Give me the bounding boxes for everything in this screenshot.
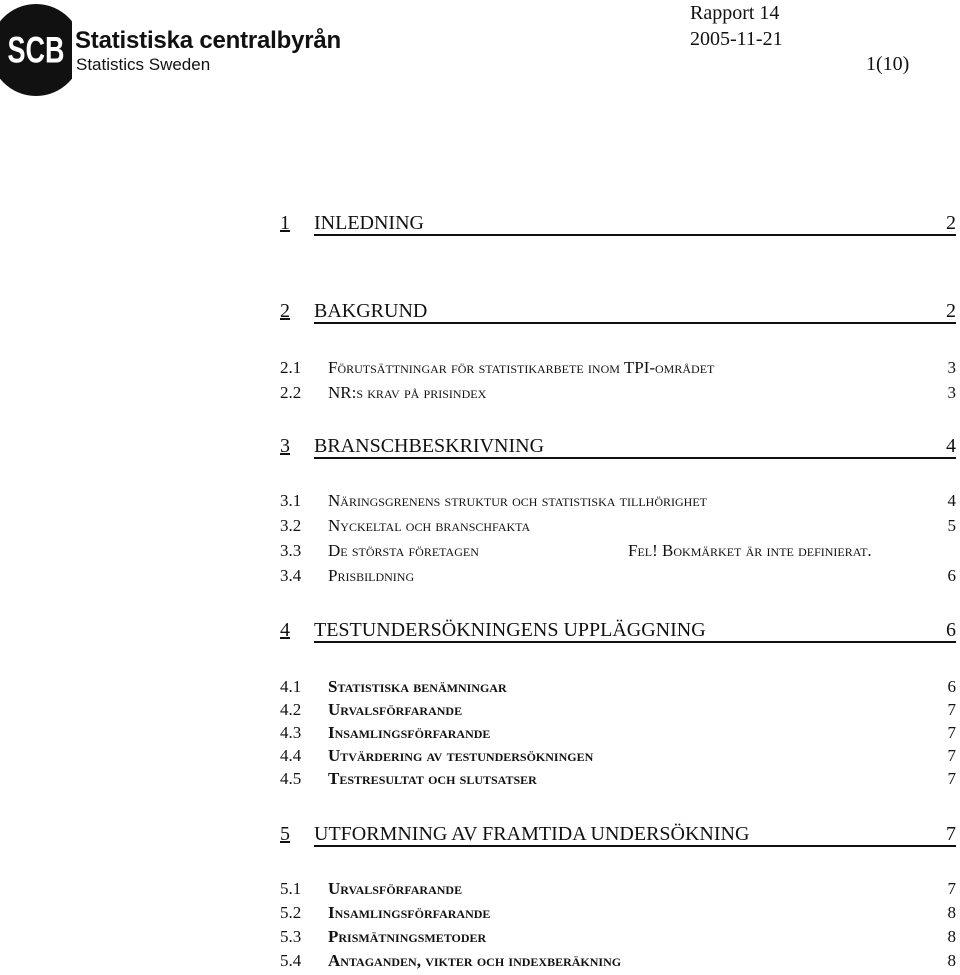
toc-entry-3-2[interactable] xyxy=(280,516,956,540)
toc-title: Insamlingsförfarande xyxy=(328,723,491,742)
toc-title: Prismätningsmetoder xyxy=(328,927,487,946)
toc-number: 5.4 xyxy=(280,951,302,970)
toc-entry-2[interactable] xyxy=(280,300,956,324)
report-number: Rapport 14 xyxy=(690,2,780,24)
svg-text:SCB: SCB xyxy=(7,28,65,71)
logo-subtitle: Statistics Sweden xyxy=(76,55,211,74)
report-date: 2005-11-21 xyxy=(690,28,783,50)
toc-title: BRANSCHBESKRIVNING xyxy=(314,435,545,457)
toc-page: 7 xyxy=(946,823,956,845)
toc-number: 2 xyxy=(280,300,290,322)
toc-number: 5.3 xyxy=(280,927,302,946)
toc-page: 4 xyxy=(947,491,956,510)
toc-title: Prisbildning xyxy=(328,566,415,585)
toc-page: 6 xyxy=(947,566,956,585)
toc-error-note: Fel! Bokmärket är inte definierat. xyxy=(628,541,872,560)
toc-page: 5 xyxy=(947,516,956,535)
toc-number: 2.1 xyxy=(280,358,302,377)
toc-number: 3 xyxy=(280,435,290,457)
toc-title: Näringsgrenens struktur och statistiska tillhörighet xyxy=(328,491,707,510)
toc-number: 3.3 xyxy=(280,541,302,560)
toc-number: 4 xyxy=(280,619,290,641)
toc-entry-4-5[interactable] xyxy=(280,769,956,793)
toc-number: 3.2 xyxy=(280,516,302,535)
toc-title: De största företagen xyxy=(328,541,479,560)
toc-title: UTFORMNING AV FRAMTIDA UNDERSÖKNING xyxy=(314,823,750,845)
toc-title: Förutsättningar för statistikarbete inom TPI-området xyxy=(328,358,715,377)
toc-number: 2.2 xyxy=(280,383,302,402)
toc-title: Urvalsförfarande xyxy=(328,879,463,898)
toc-page: 3 xyxy=(947,383,956,402)
toc-page: 7 xyxy=(947,700,956,719)
toc-number: 3.1 xyxy=(280,491,302,510)
toc-title: Utvärdering av testundersökningen xyxy=(328,746,594,765)
scb-logo-icon xyxy=(0,0,72,100)
toc-entry-4-1[interactable] xyxy=(280,677,956,701)
toc-entry-4[interactable] xyxy=(280,619,956,643)
toc-page: 4 xyxy=(946,435,956,457)
toc-number: 4.2 xyxy=(280,700,302,719)
toc-number: 4.4 xyxy=(280,746,302,765)
toc-number: 4.3 xyxy=(280,723,302,742)
toc-page: 6 xyxy=(946,619,956,641)
toc-entry-5-3[interactable] xyxy=(280,927,956,951)
toc-page: 8 xyxy=(947,903,956,922)
toc-number: 3.4 xyxy=(280,566,302,585)
logo-name: Statistiska centralbyrån xyxy=(75,27,341,54)
toc-entry-2-1[interactable] xyxy=(280,358,956,382)
toc-entry-5-2[interactable] xyxy=(280,903,956,927)
toc-entry-5-1[interactable] xyxy=(280,879,956,903)
toc-title: Nyckeltal och branschfakta xyxy=(328,516,531,535)
toc-title: Statistiska benämningar xyxy=(328,677,507,696)
toc-number: 4.1 xyxy=(280,677,302,696)
toc-underline xyxy=(314,641,956,643)
toc-page: 8 xyxy=(947,951,956,970)
toc-underline xyxy=(314,234,956,236)
toc-entry-5-4[interactable] xyxy=(280,951,956,975)
toc-page: 7 xyxy=(947,769,956,788)
toc-number: 5.2 xyxy=(280,903,302,922)
toc-number: 4.5 xyxy=(280,769,302,788)
toc-entry-5[interactable] xyxy=(280,823,956,847)
toc-page: 6 xyxy=(947,677,956,696)
toc-entry-3-3[interactable] xyxy=(280,541,956,565)
toc-title: Urvalsförfarande xyxy=(328,700,463,719)
toc-number: 5 xyxy=(280,823,290,845)
toc-page: 2 xyxy=(946,212,956,234)
page-number: 1(10) xyxy=(866,53,910,75)
toc-title: NR:s krav på prisindex xyxy=(328,383,487,402)
toc-title: Testresultat och slutsatser xyxy=(328,769,537,788)
toc-entry-4-3[interactable] xyxy=(280,723,956,747)
toc-number: 1 xyxy=(280,212,290,234)
toc-page: 8 xyxy=(947,927,956,946)
scb-logo xyxy=(0,0,382,100)
toc-title: INLEDNING xyxy=(314,212,424,234)
toc-entry-3-1[interactable] xyxy=(280,491,956,515)
toc-number: 5.1 xyxy=(280,879,302,898)
toc-entry-4-2[interactable] xyxy=(280,700,956,724)
toc-page: 7 xyxy=(947,746,956,765)
toc-entry-4-4[interactable] xyxy=(280,746,956,770)
toc-page: 7 xyxy=(947,723,956,742)
toc-page: 3 xyxy=(947,358,956,377)
toc-title: Insamlingsförfarande xyxy=(328,903,491,922)
toc-page: 7 xyxy=(947,879,956,898)
toc-underline xyxy=(314,322,956,324)
toc-title: BAKGRUND xyxy=(314,300,428,322)
toc-title: Antaganden, vikter och indexberäkning xyxy=(328,951,622,970)
toc-entry-3[interactable] xyxy=(280,435,956,459)
toc-entry-2-2[interactable] xyxy=(280,383,956,407)
toc-entry-3-4[interactable] xyxy=(280,566,956,590)
toc-entry-1[interactable] xyxy=(280,212,956,236)
toc-underline xyxy=(314,845,956,847)
toc-title: TESTUNDERSÖKNINGENS UPPLÄGGNING xyxy=(314,619,706,641)
toc-page: 2 xyxy=(946,300,956,322)
toc-underline xyxy=(314,457,956,459)
